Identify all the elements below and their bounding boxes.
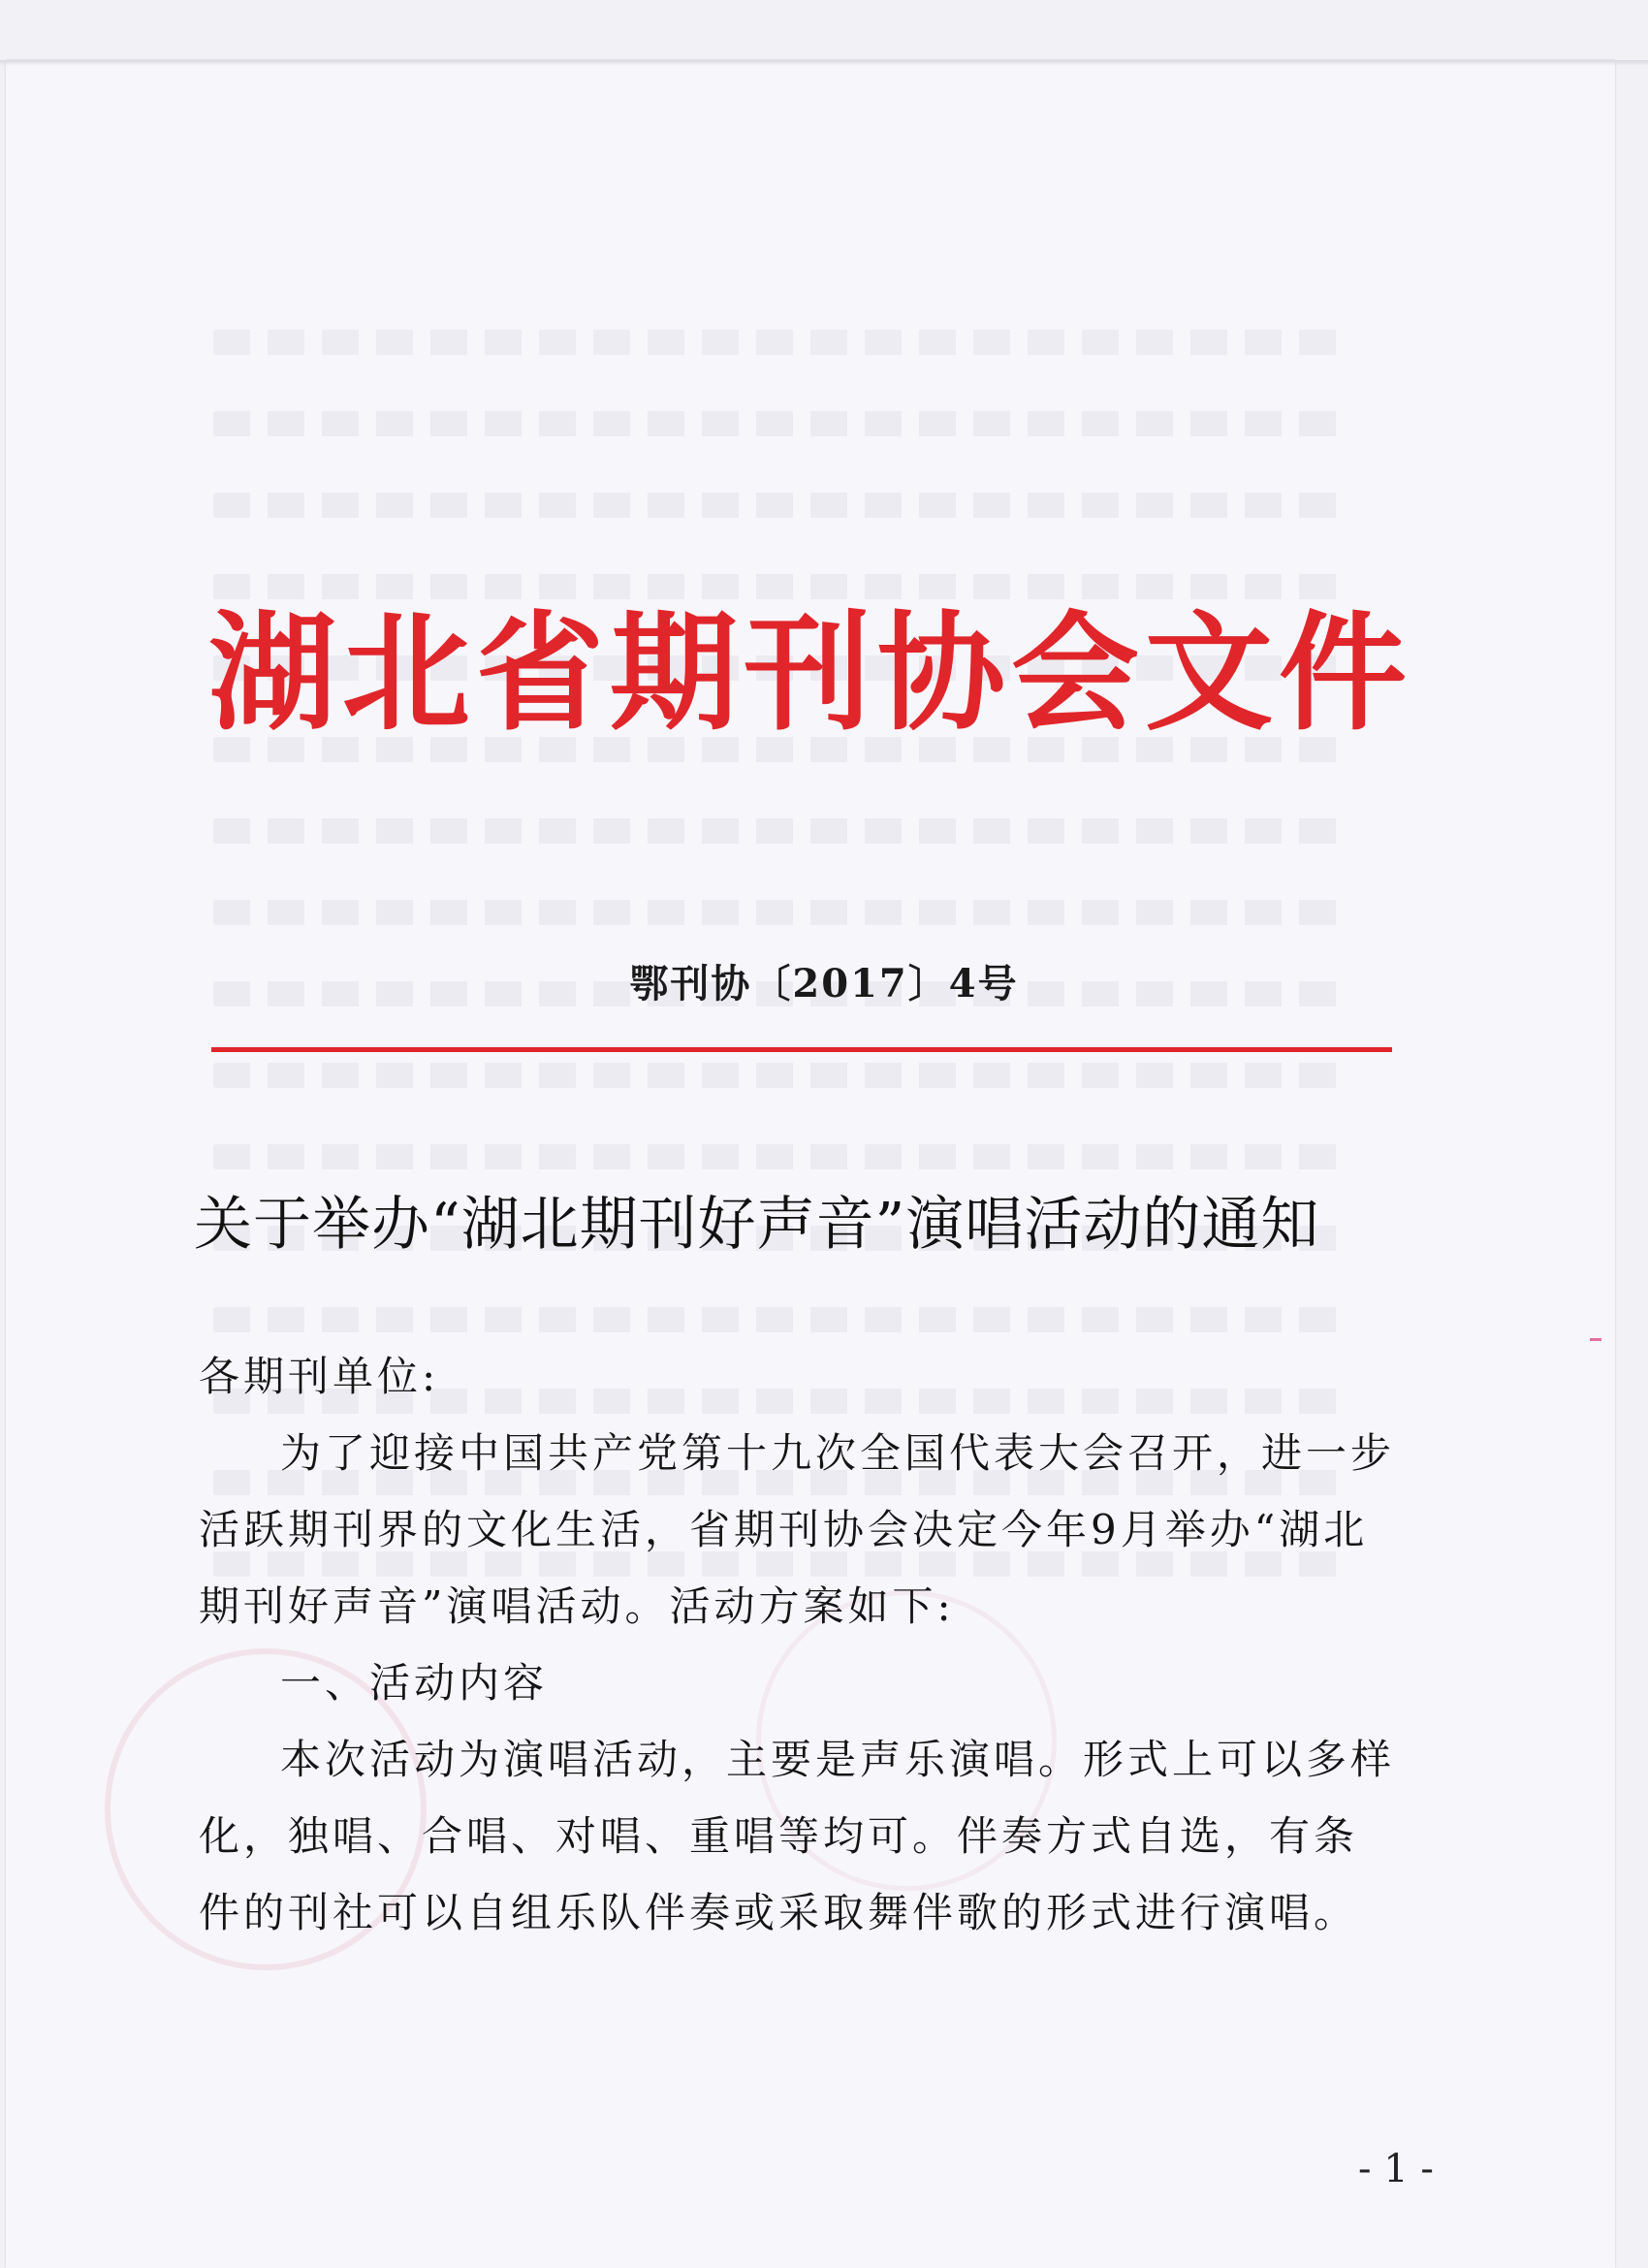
document-number: 鄂刊协〔2017〕4号 [629, 961, 1019, 1006]
notice-title: 关于举办“湖北期刊好声音”演唱活动的通知 [194, 1191, 1320, 1259]
red-divider-line [211, 1047, 1392, 1052]
paragraph-intro: 为了迎接中国共产党第十九次全国代表大会召开，进一步活跃期刊界的文化生活，省期刊协会决定今年9月举办“湖北期刊好声音”演唱活动。活动方案如下: [199, 1429, 1396, 1630]
document-header-title: 湖北省期刊协会文件 [208, 599, 1412, 749]
paper-edge-shadow [0, 60, 1648, 66]
paragraph-activity-content: 本次活动为演唱活动，主要是声乐演唱。形式上可以多样化，独唱、合唱、对唱、重唱等均可。伴奏方式自选，有条件的刊社可以自组乐队伴奏或采取舞伴歌的形式进行演唱。 [199, 1736, 1396, 1936]
page-number: - 1 - [1358, 2147, 1434, 2191]
section-heading-activity-content: 一、活动内容 [280, 1659, 549, 1707]
notice-body [199, 1338, 1401, 1951]
scan-artifact-mark [1590, 1338, 1601, 1341]
salutation: 各期刊单位: [199, 1353, 440, 1400]
